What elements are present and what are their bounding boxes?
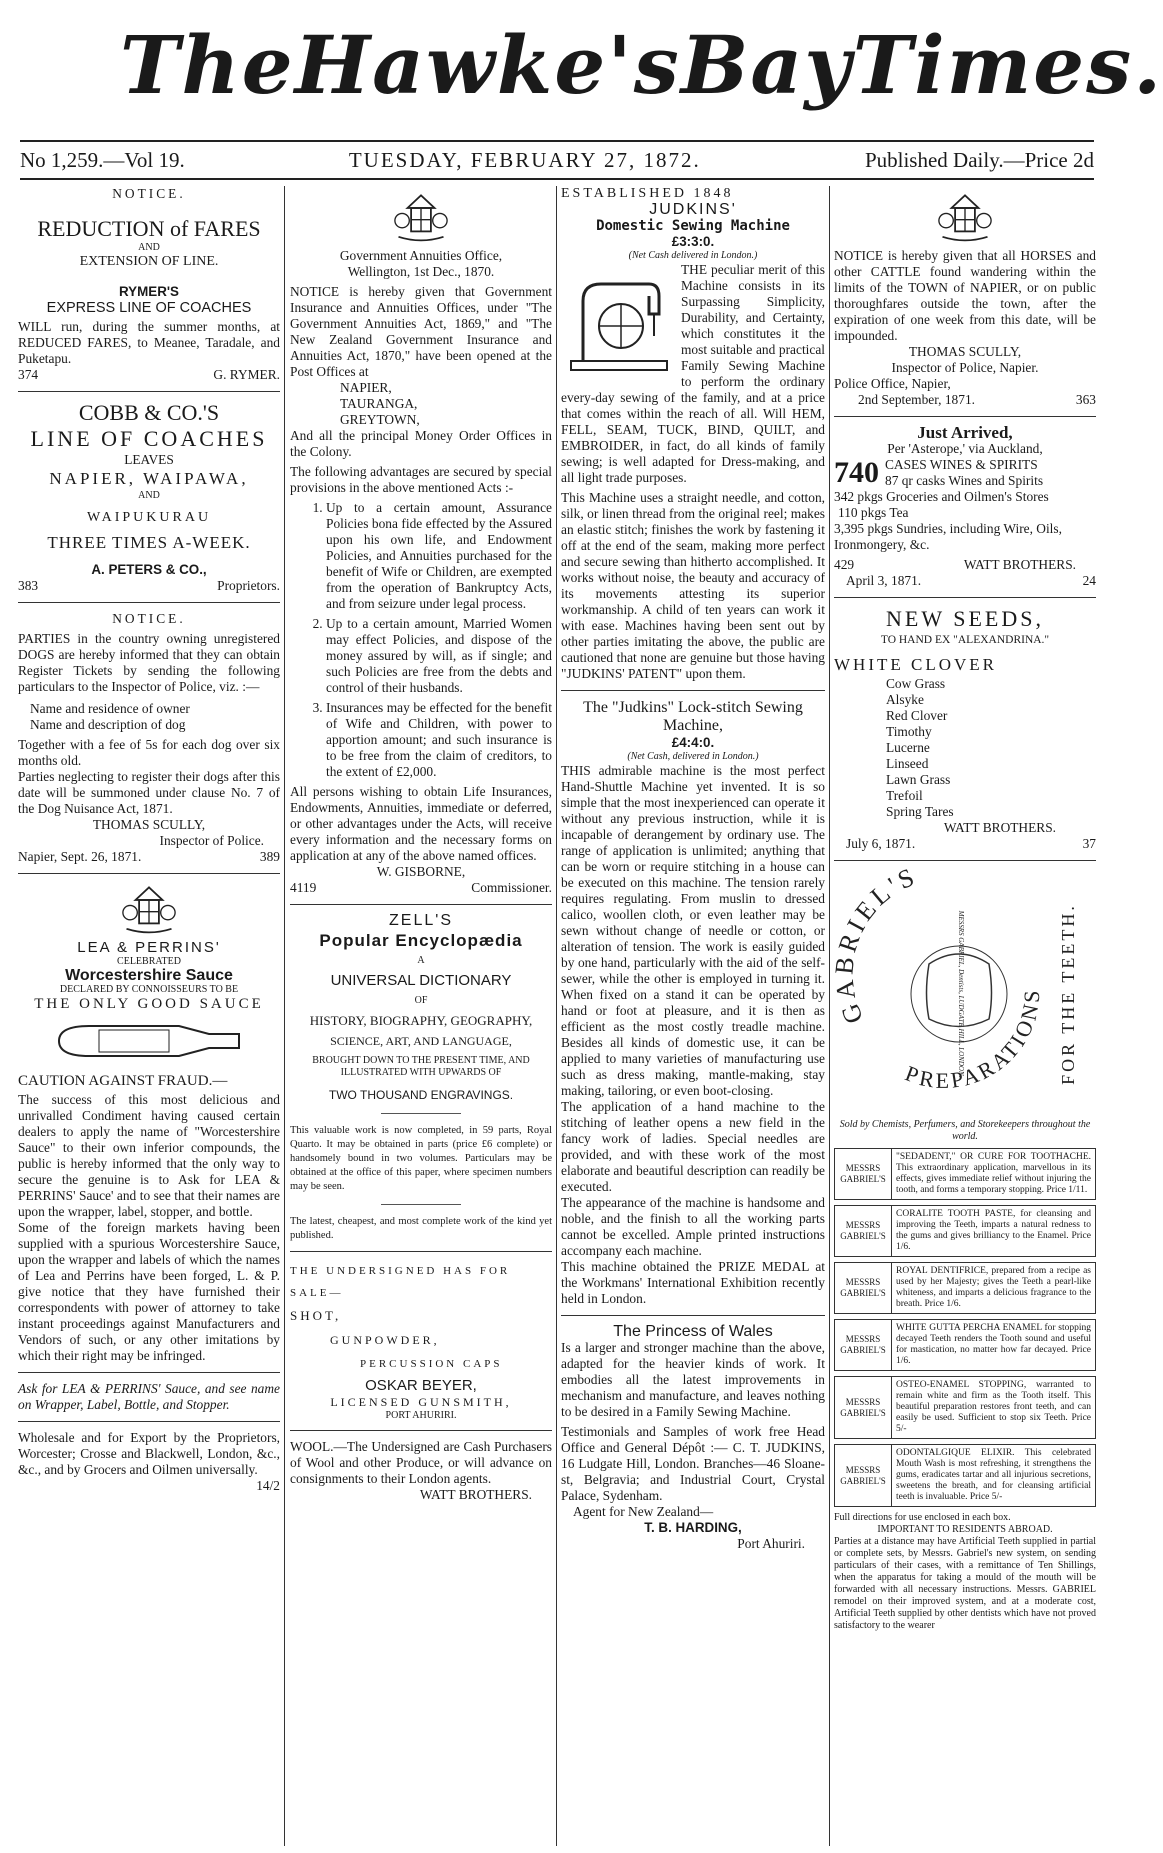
gabriels-center-text: MESSRS GABRIEL, Dentists, LUDGATE HILL, LONDON.: [957, 910, 965, 1078]
zell-brought: BROUGHT DOWN TO THE PRESENT TIME, AND ILLUSTRATED WITH UPWARDS OF: [312, 1055, 530, 1078]
masthead-word: Hawke's: [294, 18, 681, 112]
masthead-word: Times.: [852, 18, 1163, 112]
seeds-title: NEW SEEDS,: [886, 606, 1044, 631]
zell-name: ZELL'S: [389, 912, 453, 929]
gabriels-arc-bottom: PREPARATIONS: [901, 987, 1045, 1093]
gov-advantages: The following advantages are secured by special provisions in the above mentioned Acts :-: [290, 464, 552, 495]
arrived-number: 429: [834, 557, 855, 572]
zell-latest: The latest, cheapest, and most complete work of the kind yet published.: [290, 1216, 552, 1241]
dogs-body-2: Together with a fee of 5s for each dog over six months old.: [18, 737, 280, 768]
lockstitch-body-1: THIS admirable machine is the most perfect Hand-Shuttle Machine yet invented. It is so simple that the most inexperienced can operate it without any previous instruction, while it is incapable of derangement by ordinary use. The range of application is unlimited; anything that can be worn or require stitching in a house can be executed on this machine. The tension rarely requires regulating. From muslin to dressed calico, woollen cloth, or even leather may be sewn without change of needle or cotton, or alteration of tension. The work is easily guided by one hand, particularly with the aid of the self-sewer, while the other is employed in turning it. When fixed on a stand it can be operated by hand or foot at pleasure, and it is then as efficient as the most costly treadle machine. Besides all kinds of domestic use, it can be applied to many varieties of manufacturing use such as dress making, mantle-making, stay making, tailoring, or even boot-closing.: [561, 763, 825, 1098]
masthead-title: [120, 18, 1163, 112]
svg-text:GABRIEL'S: [834, 869, 922, 1028]
column-divider: [829, 186, 830, 1846]
arrived-740: 740: [834, 456, 879, 489]
rymer-number: 374: [18, 367, 39, 382]
judkins-body-1: THE peculiar merit of this Machine consists in its Surpassing Simplicity, Durability, and Certainty, which constitutes it the most suitable and practical Family Sewing Machine to perform the ordinary every-day sewing of the family, and at a price that comes within the reach of all. Will HEM, FELL, SEAM, TUCK, BIND, QUILT, and EMBROIDER, in fact, do all kinds of family sewing; is well adapted for Dress-making, and all light trade purposes.: [561, 262, 825, 485]
gov-body: NOTICE is hereby given that Government Insurance and Annuities Offices, under "The Government Annuities Act, 1869," and "The New Zealand Government Insurance and Annuities Act, 1870," have been opened at the Post Offices at: [290, 284, 552, 379]
gabriels-note: [834, 1444, 1096, 1507]
cattle-title: Inspector of Police, Napier.: [891, 360, 1039, 375]
beyer-heading: THE UNDERSIGNED HAS FOR SALE—: [290, 1265, 511, 1299]
gov-all: All persons wishing to obtain Life Insurances, Endowments, Annuities, immediate or deferred, or other advantages under the Acts, will receive every information and the necessary forms on application at any of the above named offices.: [290, 784, 552, 863]
lp-only-good: THE ONLY GOOD SAUCE: [34, 996, 264, 1012]
seeds-item: Linseed: [886, 756, 929, 771]
seeds-item: Trefoil: [886, 788, 923, 803]
gov-place: NAPIER,: [340, 380, 392, 395]
lp-brand: LEA & PERRINS': [77, 939, 221, 956]
masthead-word: The: [120, 18, 295, 112]
wool-body: WOOL.—The Undersigned are Cash Purchasers of Wool and other Produce, or will advance on consignments to their London agents.: [290, 1439, 552, 1486]
dateline: [20, 140, 1094, 180]
cobb-times: THREE TIMES A-WEEK.: [47, 533, 251, 552]
lp-wholesale: Wholesale and for Export by the Proprietors, Worcester; Crosse and Blackwell, London, &c., &c., and by Grocers and Oilmen universally.: [18, 1430, 280, 1477]
princess-body: Is a larger and stronger machine than the above, adapted for the heavier kinds of work. It embodies all the latest improvements in mechanism and manufacture, and leaves nothing to be desired in a Family Sewing Machine.: [561, 1340, 825, 1419]
seeds-item: Cow Grass: [886, 676, 946, 691]
beyer-gunpowder: GUNPOWDER,: [330, 1333, 440, 1347]
lp-ask: Ask for LEA & PERRINS' Sauce, and see name on Wrapper, Label, Bottle, and Stopper.: [18, 1381, 280, 1412]
gabriels-label: MESSRS GABRIEL'S: [835, 1320, 892, 1370]
wool-signature: WATT BROTHERS.: [419, 1487, 532, 1502]
divider: [290, 1430, 552, 1431]
zell-science: SCIENCE, ART, AND LANGUAGE,: [330, 1034, 512, 1048]
gabriels-emblem: [834, 869, 1096, 1119]
gabriels-sold: Sold by Chemists, Perfumers, and Storekeepers throughout the world.: [839, 1119, 1091, 1142]
column-4: [834, 186, 1096, 1846]
arrived-title: Just Arrived,: [917, 423, 1013, 442]
arrived-signature: WATT BROTHERS.: [963, 557, 1076, 572]
gabriels-note: [834, 1148, 1096, 1200]
seeds-to-hand: TO HAND EX "ALEXANDRINA.": [880, 634, 1050, 646]
cobb-leaves: LEAVES: [124, 452, 174, 467]
divider: [18, 602, 280, 603]
princess-signature: T. B. HARDING,: [644, 1520, 742, 1535]
gov-list-item: 2. Up to a certain amount, Married Women may effect Policies, and dispose of the money assured by will, as if single; and such Policies are free from the debts and control of their husbands.: [326, 616, 552, 696]
zell-title: Popular Encyclopædia: [319, 931, 523, 950]
column-divider: [556, 186, 557, 1846]
gabriels-seal-icon: [834, 869, 1096, 1119]
cobb-signature: A. PETERS & CO.,: [91, 562, 207, 577]
lp-caution: CAUTION AGAINST FRAUD.—: [18, 1073, 228, 1089]
short-rule: [381, 1113, 461, 1114]
seeds-item: Lawn Grass: [886, 772, 951, 787]
cobb-and: AND: [138, 490, 160, 501]
lockstitch-body-3: The appearance of the machine is handsome and noble, and the finish to all the working parts cannot be excelled. Ample printed instructions accompany each machine.: [561, 1195, 825, 1258]
divider: [834, 597, 1096, 598]
beyer-shot: SHOT,: [290, 1308, 342, 1323]
princess-agent: Agent for New Zealand—: [573, 1504, 714, 1519]
beyer-place: PORT AHURIRI.: [385, 1410, 457, 1421]
arrived-per: Per 'Asterope,' via Auckland,: [887, 441, 1043, 456]
notice-heading: NOTICE.: [112, 186, 186, 201]
lockstitch-body-4: This machine obtained the PRIZE MEDAL at the Workmans' International Exhibition recently held in London.: [561, 1259, 825, 1306]
judkins-title: Domestic Sewing Machine: [596, 218, 790, 234]
arrived-date: April 3, 1871.: [846, 573, 922, 588]
divider: [18, 873, 280, 874]
gabriels-label: MESSRS GABRIEL'S: [835, 1149, 892, 1199]
zell-engravings: TWO THOUSAND ENGRAVINGS.: [328, 1088, 514, 1102]
princess-place: Port Ahuriri.: [737, 1536, 805, 1551]
gabriels-side-text: FOR THE TEETH.: [1058, 903, 1078, 1085]
short-rule: [381, 1204, 461, 1205]
cobb-title: COBB & CO.'S: [78, 400, 220, 425]
gov-title: Commissioner.: [471, 880, 552, 895]
beyer-trade: LICENSED GUNSMITH,: [330, 1395, 512, 1409]
dogs-signature: THOMAS SCULLY,: [92, 817, 206, 832]
cattle-number: 363: [1075, 392, 1096, 407]
gabriels-note-text: "SEDADENT," OR CURE FOR TOOTHACHE. This extraordinary application, marvellous in its effects, gives immediate relief without injuring the tooth, and forms a temporary stopping. Price 1/11.: [896, 1152, 1091, 1195]
judkins-net: (Net Cash delivered in London.): [628, 250, 758, 261]
divider: [18, 1421, 280, 1422]
rymer-body: WILL run, during the summer months, at REDUCED FARES, to Meanee, Taradale, and Puketapu.: [18, 319, 280, 366]
dogs-body: PARTIES in the country owning unregistered DOGS are hereby informed that they can obtain Register Tickets by sending the following particulars to the Inspector of Police, viz. :—: [18, 631, 280, 694]
gabriels-label: MESSRS GABRIEL'S: [835, 1206, 892, 1256]
gabriels-label: MESSRS GABRIEL'S: [835, 1263, 892, 1313]
lp-declared: DECLARED BY CONNOISSEURS TO BE: [59, 984, 239, 995]
divider: [834, 860, 1096, 861]
lockstitch-net: (Net Cash, delivered in London.): [627, 751, 759, 762]
masthead: [0, 0, 1163, 130]
gabriels-label: MESSRS GABRIEL'S: [835, 1445, 892, 1506]
seeds-item: Red Clover: [886, 708, 948, 723]
arrived-number-2: 24: [1082, 573, 1096, 588]
seeds-list: [834, 676, 1096, 820]
judkins-name: JUDKINS': [649, 201, 737, 218]
seeds-item: Timothy: [886, 724, 932, 739]
beyer-name: OSKAR BEYER,: [365, 1377, 477, 1394]
gabriels-label: MESSRS GABRIEL'S: [835, 1377, 892, 1438]
established: ESTABLISHED 1848: [561, 186, 734, 201]
seeds-item: Alsyke: [886, 692, 924, 707]
royal-crest-icon: [930, 190, 1000, 244]
cobb-places-1: NAPIER, WAIPAWA,: [49, 469, 249, 488]
lp-number: 14/2: [256, 1478, 280, 1493]
gov-place: GREYTOWN,: [340, 412, 420, 427]
issue-number: No 1,259.—Vol 19.: [20, 147, 185, 172]
lp-body-2: Some of the foreign markets having been supplied with a spurious Worcestershire Sauce, upon the wrapper and labels of which the names of Lea and Perrins have been forged, L. & P. give notice that they have furnished their correspondents with power of attorney to take instant proceedings against Manufacturers and Vendors of such, or any other imitations by which their right may be infringed.: [18, 1220, 280, 1363]
dogs-body-3: Parties neglecting to register their dogs after this date will be summoned under clause No. 7 of the Dog Nuisance Act, 1871.: [18, 769, 280, 816]
seeds-white-clover: WHITE CLOVER: [834, 655, 998, 674]
cobb-places-2: WAIPUKURAU: [86, 510, 212, 525]
princess-title: The Princess of Wales: [613, 1323, 773, 1340]
cattle-date: 2nd September, 1871.: [858, 392, 975, 407]
fares-title: REDUCTION of FARES: [37, 216, 261, 241]
judkins-price: £3:3:0.: [671, 234, 715, 249]
gov-list-item: 3. Insurances may be effected for the benefit of Wife and Children, with power to apportion amount; and such insurance is to be free from the claim of creditors, to the extent of £2,000.: [326, 700, 552, 780]
dogs-item: Name and residence of owner: [30, 701, 190, 716]
gabriels-full-directions: Full directions for use enclosed in each box.: [834, 1512, 1011, 1523]
lockstitch-price: £4:4:0.: [671, 735, 715, 750]
dogs-title: Inspector of Police.: [159, 833, 264, 848]
rymer-line: EXPRESS LINE OF COACHES: [46, 300, 252, 316]
cobb-line: LINE OF COACHES: [30, 426, 268, 451]
gov-place: TAURANGA,: [340, 396, 418, 411]
fares-extension: EXTENSION OF LINE.: [79, 254, 219, 269]
sauce-bottle-icon: [49, 1016, 249, 1066]
gabriels-note: [834, 1319, 1096, 1371]
gov-office: Government Annuities Office,: [339, 248, 503, 263]
lockstitch-title: The "Judkins" Lock-stitch Sewing Machine,: [583, 699, 803, 734]
gabriels-note-text: CORALITE TOOTH PASTE, for cleansing and improving the Teeth, imparts a natural redness to the gums and gives brilliancy to the Enamel. Price 1/6.: [896, 1209, 1091, 1252]
divider: [561, 1315, 825, 1316]
dogs-date: Napier, Sept. 26, 1871.: [18, 849, 142, 864]
zell-body: This valuable work is now completed, in 59 parts, Royal Quarto. It may be obtained in parts (price £6 complete) or handsomely bound in two volumes. Particulars may be obtained at the office of this paper, where specimen numbers may be seen.: [290, 1125, 552, 1192]
fares-and: AND: [138, 242, 160, 253]
gabriels-note: [834, 1262, 1096, 1314]
arrived-qr: 87 qr casks Wines and Spirits: [885, 473, 1044, 488]
arrived-342: 342 pkgs Groceries and Oilmen's Stores: [834, 489, 1049, 504]
issue-date: TUESDAY, FEBRUARY 27, 1872.: [348, 147, 701, 172]
arrived-3395: 3,395 pkgs Sundries, including Wire, Oils, Ironmongery, &c.: [834, 521, 1062, 552]
divider: [834, 416, 1096, 417]
gov-number: 4119: [290, 880, 317, 895]
gabriels-note-text: WHITE GUTTA PERCHA ENAMEL for stopping decayed Teeth renders the Tooth sound and useful for mastication, no matter how far decayed. Price 1/6.: [896, 1323, 1091, 1366]
divider: [290, 904, 552, 905]
gov-signature: W. GISBORNE,: [376, 864, 466, 879]
gov-list-item: 1. Up to a certain amount, Assurance Policies bona fide effected by the Assured upon his own life, and Endowment Policies, and Annuities purchased for the benefit of Wife or Children, are exempted from the operation of Bankruptcy Acts, and from seizure under legal process.: [326, 500, 552, 612]
gabriels-abroad: Parties at a distance may have Artificial Teeth supplied in partial or complete sets, by Messrs. Gabriel's new system, on sending particulars of their cases, with a remittance of Ten Shillings, when the apparatus for taking a mould of the mouth will be forwarded with all necessary instructions. Messrs. GABRIEL remodel on their improved system, and at a moderate cost, Artificial Teeth supplied by other dentists which have not proved satisfactory to the wearer: [834, 1536, 1096, 1631]
lp-body-1: The success of this most delicious and unrivalled Condiment having caused certain dealers to apply the name of "Worcestershire Sauce" to their own inferior compounds, the public is hereby informed that the only way to secure the genuine is to Ask for LEA & PERRINS' Sauce' and to see that their names are upon the wrapper, label, stopper, and bottle.: [18, 1092, 280, 1219]
gabriels-note-text: ROYAL DENTIFRICE, prepared from a recipe as used by her Majesty; gives the Teeth a pearl-like whiteness, and imparts a delicious fragrance to the breath. Price 1/6.: [896, 1266, 1091, 1309]
cattle-signature: THOMAS SCULLY,: [908, 344, 1022, 359]
gabriels-note: [834, 1376, 1096, 1439]
lp-celebrated: CELEBRATED: [117, 956, 181, 967]
beyer-caps: PERCUSSION CAPS: [360, 1358, 503, 1370]
sewing-machine-icon: [561, 266, 677, 376]
divider: [290, 1251, 552, 1252]
princess-testimonials: Testimonials and Samples of work free Head Office and General Dépôt :— C. T. JUDKINS, 16 Ludgate Hill, London. Branches—46 Sloane-st, Belgravia; and Industrial Court, Crystal Palace, Sydenham.: [561, 1424, 825, 1503]
arrived-cases: CASES WINES & SPIRITS: [885, 457, 1038, 472]
rymer-name: RYMER'S: [119, 284, 179, 299]
zell-a: A: [417, 955, 425, 966]
rymer-signature: G. RYMER.: [213, 367, 280, 382]
seeds-date: July 6, 1871.: [846, 836, 916, 851]
column-divider: [284, 186, 285, 1846]
zell-dictionary: UNIVERSAL DICTIONARY: [330, 972, 512, 989]
seeds-item: Spring Tares: [886, 804, 954, 819]
masthead-word: Bay: [680, 18, 853, 112]
lockstitch-body-2: The application of a hand machine to the stitching of leather opens a new field in the fancy work of ladies. Special needles are provided, and with these work of the most elaborate and beautiful description can readily be executed.: [561, 1099, 825, 1194]
cattle-body: NOTICE is hereby given that all HORSES and other CATTLE found wandering within the limits of the TOWN of NAPIER, or on public thoroughfares outside the town, after the expiration of one week from this date, will be impounded.: [834, 248, 1096, 343]
gabriels-important: IMPORTANT TO RESIDENTS ABROAD.: [877, 1524, 1053, 1535]
divider: [18, 391, 280, 392]
zell-of: OF: [414, 995, 428, 1006]
cobb-proprietors: Proprietors.: [217, 578, 280, 593]
arrived-110: 110 pkgs Tea: [838, 505, 909, 520]
divider: [561, 690, 825, 691]
lp-sauce: Worcestershire Sauce: [65, 967, 233, 984]
divider: [18, 1372, 280, 1373]
gabriels-note: [834, 1205, 1096, 1257]
published-price: Published Daily.—Price 2d: [864, 147, 1094, 172]
royal-crest-icon: [386, 190, 456, 244]
dogs-item: Name and description of dog: [30, 717, 186, 732]
seeds-number: 37: [1082, 836, 1096, 851]
notice-heading: NOTICE.: [112, 611, 186, 626]
zell-history: HISTORY, BIOGRAPHY, GEOGRAPHY,: [309, 1013, 533, 1028]
column-1: [18, 186, 280, 1846]
gov-date: Wellington, 1st Dec., 1870.: [347, 264, 495, 279]
gabriels-note-text: ODONTALGIQUE ELIXIR. This celebrated Mouth Wash is most refreshing, it strengthens the gums, eradicates tartar and all injurious secretions, sweetens the breath, and for cleansing artificial teeth is invaluable. Price 5/-: [896, 1448, 1091, 1502]
seeds-item: Lucerne: [886, 740, 930, 755]
dogs-number: 389: [259, 849, 280, 864]
gov-list: [290, 500, 552, 780]
gabriels-arc-top: G RIEL'S: [834, 869, 922, 1028]
cobb-number: 383: [18, 578, 39, 593]
gabriels-note-text: OSTEO-ENAMEL STOPPING, warranted to remain white and firm as the Tooth itself. This beautiful preparation restores front teeth, and can easily be used. Sufficient to stop six Teeth. Price 5/-: [896, 1380, 1091, 1434]
royal-crest-icon: [114, 882, 184, 936]
column-2: [290, 186, 552, 1846]
seeds-signature: WATT BROTHERS.: [943, 820, 1056, 835]
gov-and: And all the principal Money Order Offices in the Colony.: [290, 428, 552, 459]
column-3: [561, 186, 825, 1846]
cattle-office: Police Office, Napier,: [834, 376, 951, 391]
judkins-body-2: This Machine uses a straight needle, and cotton, silk, or linen thread from the original reel; makes an elastic stitch; finishes the work by fastening it off at the end of the seam, making more perfect and secure sewing than hitherto accomplished. It works without noise, the beauty and accuracy of its movements attesting its superior workmanship. A child of ten years can work it with ease. Machines having been sent out by other parties imitating the above, the public are cautioned that none are genuine but those having "JUDKINS' PATENT" upon them.: [561, 490, 825, 681]
